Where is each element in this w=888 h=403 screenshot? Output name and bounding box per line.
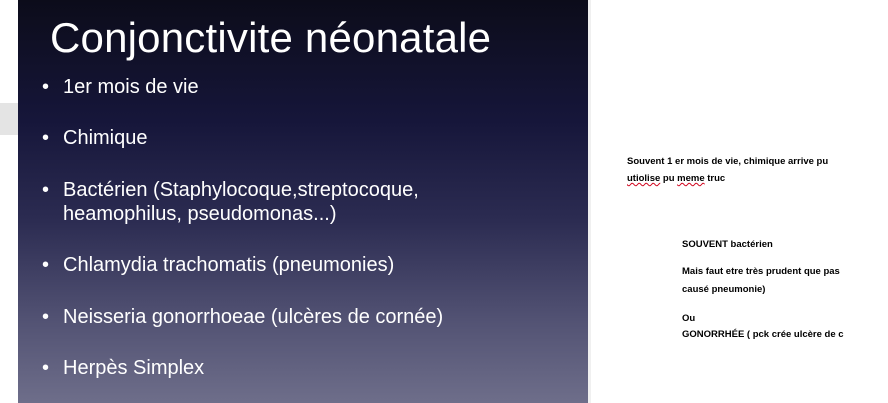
slide-thumbnail-selected-edge[interactable] bbox=[0, 103, 18, 135]
speaker-notes-panel[interactable] bbox=[591, 0, 888, 403]
bullet-item bbox=[42, 356, 582, 380]
bullet-text: Herpès Simplex bbox=[63, 357, 205, 379]
note-line[interactable]: causé pneumonie) bbox=[682, 284, 766, 295]
bullet-item bbox=[42, 305, 582, 329]
bullet-item bbox=[42, 253, 582, 277]
note-line[interactable]: Souvent 1 er mois de vie, chimique arrive pu bbox=[627, 156, 829, 167]
note-line[interactable]: Ou bbox=[682, 313, 696, 324]
note-text: pu bbox=[660, 173, 678, 184]
bullet-list[interactable] bbox=[42, 75, 582, 380]
bullet-text: Bactérien (Staphylocoque,streptocoque, bbox=[63, 179, 419, 201]
bullet-text: heamophilus, pseudomonas...) bbox=[63, 203, 337, 225]
note-line[interactable]: SOUVENT bactérien bbox=[682, 239, 773, 250]
slide-canvas[interactable] bbox=[18, 0, 588, 403]
note-text: truc bbox=[704, 173, 726, 184]
left-panel-edge bbox=[0, 0, 18, 403]
bullet-text: 1er mois de vie bbox=[63, 76, 199, 98]
note-line[interactable]: Mais faut etre très prudent que pas bbox=[682, 266, 840, 277]
bullet-text: Neisseria gonorrhoeae (ulcères de cornée) bbox=[63, 306, 444, 328]
bullet-text: Chimique bbox=[63, 127, 148, 149]
bullet-item bbox=[42, 75, 582, 99]
bullet-item bbox=[42, 126, 582, 150]
note-line[interactable]: GONORRHÉE ( pck crée ulcère de c bbox=[682, 329, 844, 340]
bullet-item bbox=[42, 178, 582, 226]
note-line[interactable] bbox=[627, 172, 725, 185]
misspelled-word[interactable]: utiolise bbox=[627, 173, 661, 184]
slide-title[interactable]: Conjonctivite néonatale bbox=[50, 14, 492, 61]
bullet-text: Chlamydia trachomatis (pneumonies) bbox=[63, 254, 395, 276]
misspelled-word[interactable]: meme bbox=[677, 173, 705, 184]
